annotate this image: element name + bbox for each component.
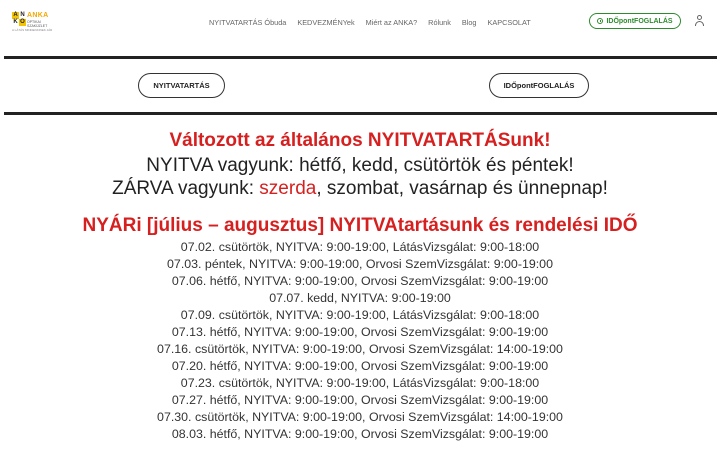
schedule-row: 07.20. hétfő, NYITVA: 9:00-19:00, Orvosi SzemVizsgálat: 9:00-19:00 [171, 359, 549, 373]
divider-top [4, 56, 717, 59]
anka-logo[interactable] [12, 12, 54, 32]
schedule-row: 07.09. csütörtök, NYITVA: 9:00-19:00, LátásVizsgálat: 9:00-18:00 [180, 308, 540, 322]
book-appointment-label: IDŐpontFOGLALÁS [606, 17, 673, 25]
schedule-row: 07.16. csütörtök, NYITVA: 9:00-19:00, Orvosi SzemVizsgálat: 14:00-19:00 [157, 342, 563, 356]
book-appointment-button[interactable] [589, 13, 681, 29]
schedule-row: 08.03. hétfő, NYITVA: 9:00-19:00, Orvosi SzemVizsgálat: 9:00-19:00 [171, 427, 549, 441]
user-icon[interactable] [694, 15, 705, 27]
user-icon-head [697, 15, 702, 20]
opening-hours-button[interactable]: NYITVATARTÁS [138, 73, 225, 98]
logo-letter: N [20, 12, 25, 18]
schedule-row: 07.06. hétfő, NYITVA: 9:00-19:00, Orvosi SzemVizsgálat: 9:00-19:00 [171, 274, 549, 288]
closed-wednesday: szerda [259, 178, 317, 199]
divider-bottom [4, 112, 717, 115]
closed-days-line [0, 177, 720, 200]
nav-item-about[interactable]: Rólunk [428, 18, 451, 27]
closed-suffix: , szombat, vasárnap és ünnepnap! [316, 178, 608, 199]
summer-schedule-list [0, 239, 720, 443]
nav-item-discounts[interactable]: KEDVEZMÉNYek [297, 18, 355, 27]
schedule-row: 07.30. csütörtök, NYITVA: 9:00-19:00, Orvosi SzemVizsgálat: 14:00-19:00 [157, 410, 563, 424]
site-header [0, 0, 720, 44]
schedule-row: 07.27. hétfő, NYITVA: 9:00-19:00, Orvosi SzemVizsgálat: 9:00-19:00 [171, 393, 549, 407]
nav-item-blog[interactable]: Blog [461, 18, 477, 27]
nav-item-opening-hours[interactable]: NYITVATARTÁS Óbuda [209, 18, 287, 27]
summer-hours-heading: NYÁRi [július – augusztus] NYITVAtartásunk és rendelési IDŐ [82, 215, 638, 236]
appointment-button[interactable]: IDŐpontFOGLALÁS [489, 73, 589, 98]
user-icon-body [695, 21, 704, 26]
main-nav [209, 17, 542, 29]
changed-hours-heading: Változott az általános NYITVATARTÁSunk! [169, 130, 551, 151]
schedule-row: 07.03. péntek, NYITVA: 9:00-19:00, Orvosi SzemVizsgálat: 9:00-19:00 [167, 257, 553, 271]
schedule-row: 07.13. hétfő, NYITVA: 9:00-19:00, Orvosi SzemVizsgálat: 9:00-19:00 [171, 325, 549, 339]
schedule-row: 07.23. csütörtök, NYITVA: 9:00-19:00, LátásVizsgálat: 9:00-18:00 [180, 376, 540, 390]
logo-tagline: A LÁTÁS MINDENKINEK JÁR [12, 28, 53, 32]
logo-subtitle: OPTIKAI SZAKÜZLET [27, 20, 48, 28]
logo-letter: O [20, 19, 25, 25]
nav-item-contact[interactable]: KAPCSOLAT [487, 18, 531, 27]
clock-icon [597, 18, 603, 24]
logo-word: ANKA [27, 12, 49, 19]
nav-item-why-anka[interactable]: Miért az ANKA? [365, 18, 418, 27]
closed-prefix: ZÁRVA vagyunk: [112, 178, 260, 199]
main-content [0, 126, 720, 443]
schedule-row: 07.02. csütörtök, NYITVA: 9:00-19:00, LátásVizsgálat: 9:00-18:00 [180, 240, 540, 254]
open-days-line: NYITVA vagyunk: hétfő, kedd, csütörtök és péntek! [146, 155, 574, 176]
schedule-row: 07.07. kedd, NYITVA: 9:00-19:00 [269, 291, 451, 305]
logo-letter: A [13, 12, 18, 18]
logo-letter: K [13, 19, 18, 25]
logo-mark [12, 12, 26, 26]
